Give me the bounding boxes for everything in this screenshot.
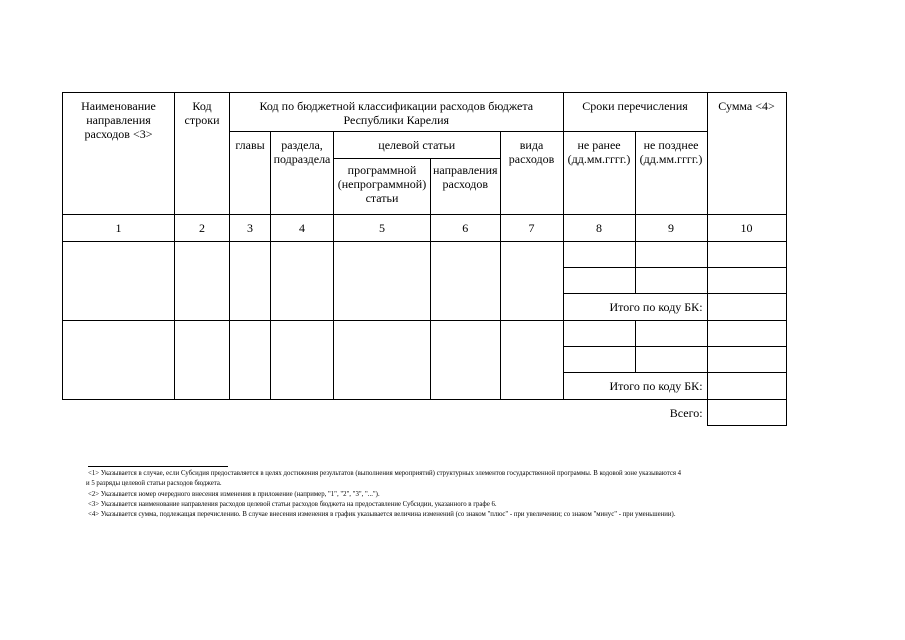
itogo-label: Итого по коду БК: xyxy=(563,294,707,321)
cell-ne-ranee[interactable] xyxy=(563,347,635,373)
cell-programmnoy[interactable] xyxy=(334,321,431,400)
cell-napravleniya[interactable] xyxy=(431,242,501,321)
vsego-sum[interactable] xyxy=(707,400,786,426)
cell-ne-ranee[interactable] xyxy=(563,242,635,268)
cell-napravleniya[interactable] xyxy=(431,321,501,400)
footnote-1-line-1: <1> Указывается в случае, если Субсидия предоставляется в целях достижения результатов (выполнения мероприятий) структурных элементов государственной программы. В кодовой зоне указываются 4 xyxy=(88,470,682,477)
header-glavy: главы xyxy=(230,132,271,215)
payment-schedule-table xyxy=(62,92,787,426)
column-number: 1 xyxy=(63,215,175,242)
header-ne-pozdnee: не позднее (дд.мм.гггг.) xyxy=(635,132,707,215)
footnote-3: <3> Указывается наименование направления расходов целевой статьи расходов бюджета на предоставление Субсидии, указанного в графе 6. xyxy=(88,500,497,508)
cell-name[interactable] xyxy=(63,242,175,321)
cell-razdel[interactable] xyxy=(271,321,334,400)
cell-sum[interactable] xyxy=(707,242,786,268)
cell-ne-ranee[interactable] xyxy=(563,268,635,294)
header-ne-ranee: не ранее (дд.мм.гггг.) xyxy=(563,132,635,215)
cell-ne-pozdnee[interactable] xyxy=(635,242,707,268)
vsego-label: Всего: xyxy=(669,405,703,420)
header-sum: Сумма <4> xyxy=(707,93,786,215)
cell-sum[interactable] xyxy=(707,347,786,373)
cell-sum[interactable] xyxy=(707,321,786,347)
column-number: 8 xyxy=(563,215,635,242)
cell-razdel[interactable] xyxy=(271,242,334,321)
column-number: 7 xyxy=(500,215,563,242)
column-number: 3 xyxy=(230,215,271,242)
column-numbers-row xyxy=(63,215,787,242)
footnote-1-line-2: и 5 разряды целевой статьи расходов бюджета. xyxy=(86,480,222,488)
column-number: 9 xyxy=(635,215,707,242)
cell-ne-pozdnee[interactable] xyxy=(635,347,707,373)
cell-ne-pozdnee[interactable] xyxy=(635,268,707,294)
header-kbk: Код по бюджетной классификации расходов бюджета Республики Карелия xyxy=(230,93,564,132)
footnote-divider xyxy=(88,466,228,467)
vsego-row xyxy=(63,400,787,426)
cell-ne-ranee[interactable] xyxy=(563,321,635,347)
header-napravleniya: направления расходов xyxy=(431,159,501,215)
cell-programmnoy[interactable] xyxy=(334,242,431,321)
cell-code[interactable] xyxy=(175,242,230,321)
header-razdel: раздела, подраздела xyxy=(271,132,334,215)
header-programmnoy: программной (непрограммной) статьи xyxy=(334,159,431,215)
column-number: 6 xyxy=(431,215,501,242)
cell-vida[interactable] xyxy=(500,321,563,400)
column-number: 4 xyxy=(271,215,334,242)
footnote-2: <2> Указывается номер очередного внесения изменения в приложение (например, "1", "2", "3", "..."). xyxy=(88,490,380,498)
header-name: Наименование направления расходов <3> xyxy=(63,93,175,215)
footnote-1 xyxy=(88,469,848,490)
column-number: 10 xyxy=(707,215,786,242)
footnote-4: <4> Указывается сумма, подлежащая перечислению. В случае внесения изменения в график указывается величина изменений (со знаком "плюс" - при увеличении; со знаком "минус" - при уменьшении). xyxy=(88,511,676,519)
table-row xyxy=(63,321,787,347)
itogo-sum[interactable] xyxy=(707,373,786,400)
cell-glavy[interactable] xyxy=(230,321,271,400)
header-code: Код строки xyxy=(175,93,230,215)
table-row xyxy=(63,242,787,268)
column-number: 2 xyxy=(175,215,230,242)
header-celevoy: целевой статьи xyxy=(334,132,501,159)
footnotes xyxy=(88,466,848,520)
cell-code[interactable] xyxy=(175,321,230,400)
cell-name[interactable] xyxy=(63,321,175,400)
cell-sum[interactable] xyxy=(707,268,786,294)
cell-ne-pozdnee[interactable] xyxy=(635,321,707,347)
header-vida: вида расходов xyxy=(500,132,563,215)
itogo-label: Итого по коду БК: xyxy=(563,373,707,400)
column-number: 5 xyxy=(334,215,431,242)
itogo-sum[interactable] xyxy=(707,294,786,321)
cell-glavy[interactable] xyxy=(230,242,271,321)
cell-vida[interactable] xyxy=(500,242,563,321)
header-terms: Сроки перечисления xyxy=(563,93,707,132)
